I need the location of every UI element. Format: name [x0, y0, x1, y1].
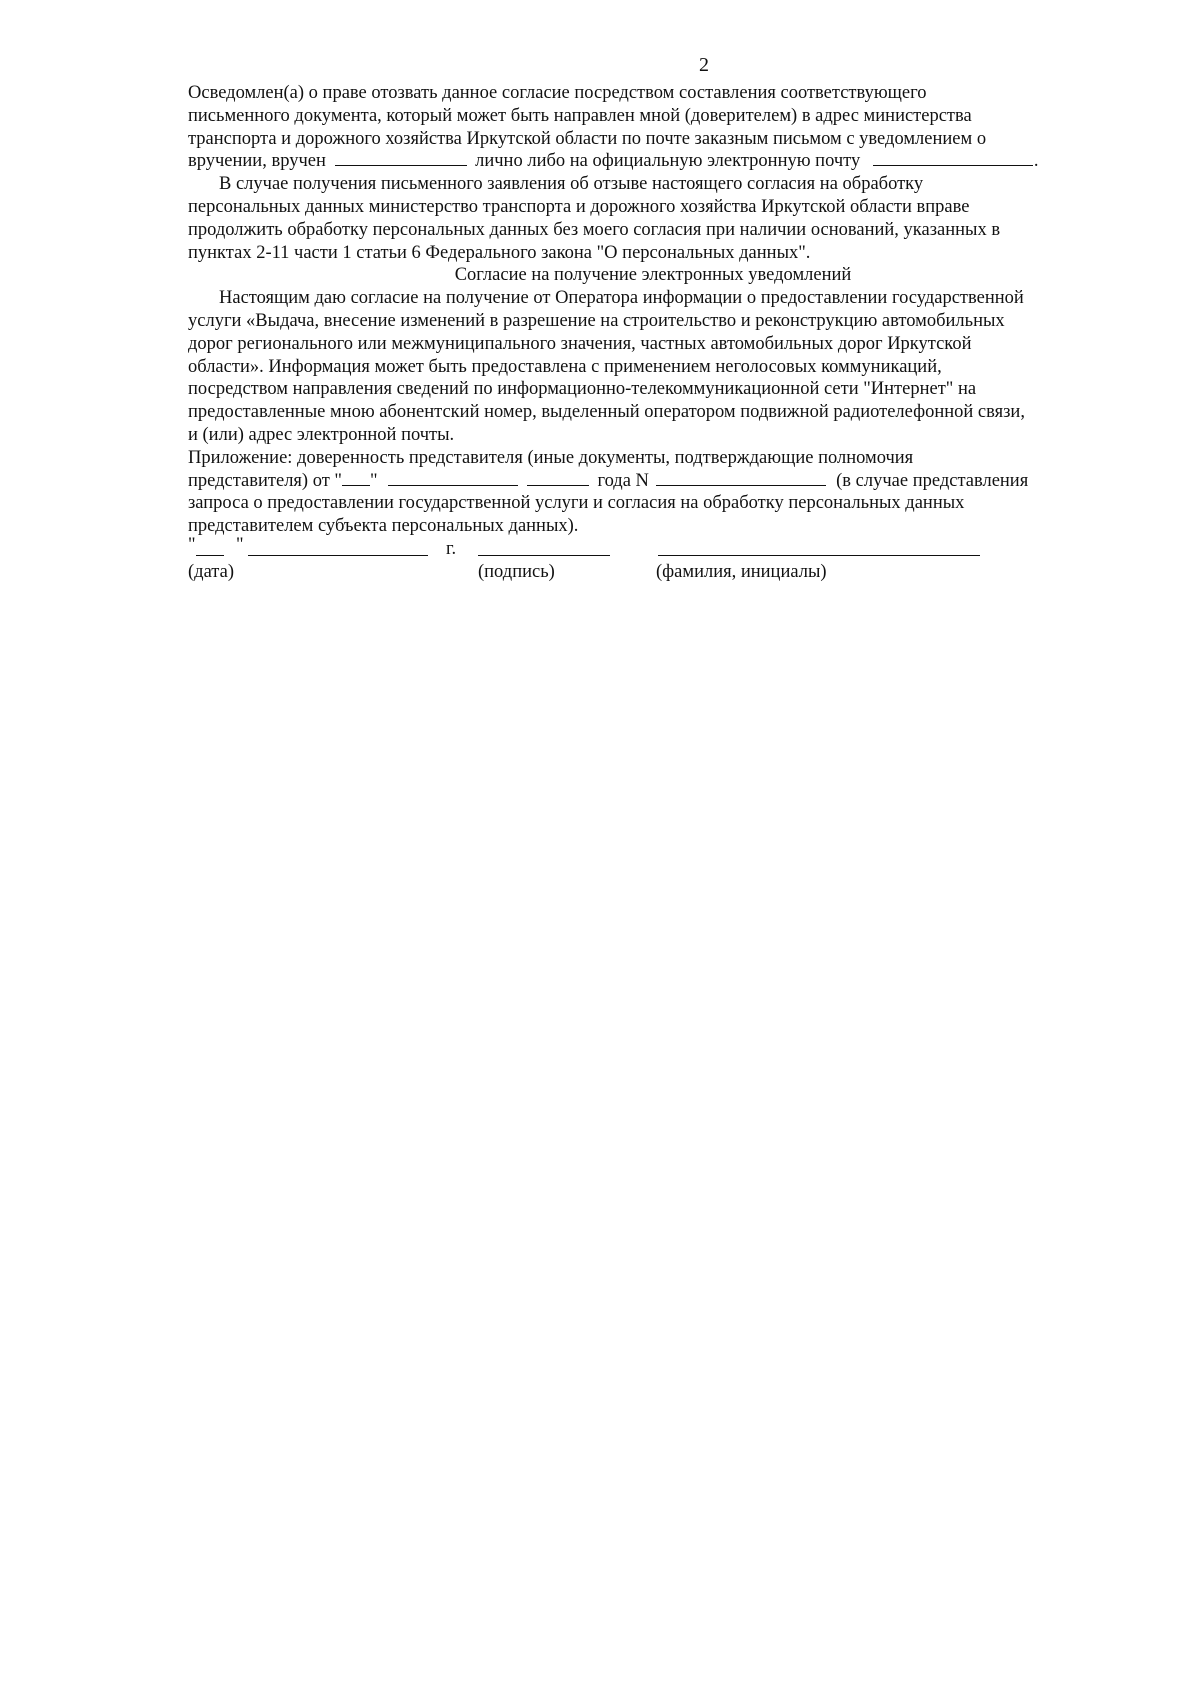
revocation-paragraph — [188, 82, 1118, 173]
signature-row — [188, 534, 1118, 561]
blank-field-full-name[interactable] — [658, 540, 980, 556]
text-line: письменного документа, который может быть направлен мной (доверителем) в адрес министерства — [188, 105, 972, 126]
text-line: и (или) адрес электронной почты. — [188, 424, 455, 445]
text-line — [188, 470, 1118, 493]
text-fragment: года N — [597, 470, 649, 491]
blank-field-day[interactable] — [342, 470, 370, 486]
blank-field-delivered-by[interactable] — [335, 150, 467, 166]
signature-labels — [188, 561, 1118, 585]
quote-open: " — [188, 534, 196, 555]
text-fragment: (в случае представления — [836, 470, 1029, 491]
text-line: пунктах 2-11 части 1 статьи 6 Федерального закона "О персональных данных". — [188, 242, 811, 263]
text-line: представителем субъекта персональных данных). — [188, 516, 579, 537]
text-line: запроса о предоставлении государственной услуги и согласия на обработку персональных данных — [188, 493, 965, 514]
blank-field-month[interactable] — [388, 470, 518, 486]
label-signature: (подпись) — [478, 561, 555, 582]
text-fragment: представителя) от " — [188, 470, 342, 491]
text-line — [188, 150, 1118, 173]
document-body — [188, 82, 1118, 585]
blank-field-email[interactable] — [873, 150, 1033, 166]
text-line: В случае получения письменного заявления об отзыве настоящего согласия на обработку — [219, 174, 924, 195]
text-fragment: " — [370, 470, 378, 491]
section-heading: Согласие на получение электронных уведомлений — [454, 265, 852, 286]
withdrawal-paragraph — [188, 173, 1118, 264]
quote-close: " — [236, 534, 244, 555]
blank-field-sign-month-year[interactable] — [248, 540, 428, 556]
label-date: (дата) — [188, 561, 234, 582]
page-number: 2 — [699, 54, 709, 76]
text-fragment: лично либо на официальную электронную почту — [475, 151, 861, 172]
text-line: продолжить обработку персональных данных без моего согласия при наличии оснований, указанных в — [188, 219, 1001, 240]
blank-field-year[interactable] — [527, 470, 589, 486]
text-fragment: вручении, вручен — [188, 151, 326, 172]
text-line: дорог регионального или межмуниципального значения, частных автомобильных дорог Иркутской — [188, 333, 972, 354]
notifications-paragraph — [188, 287, 1118, 447]
attachment-paragraph — [188, 447, 1118, 538]
blank-field-signature[interactable] — [478, 540, 610, 556]
year-suffix: г. — [446, 538, 457, 559]
text-fragment: . — [1033, 151, 1039, 172]
text-line: предоставленные мною абонентский номер, выделенный оператором подвижной радиотелефонной связи, — [188, 402, 1025, 423]
text-line: Приложение: доверенность представителя (иные документы, подтверждающие полномочия — [188, 447, 914, 468]
text-line: Настоящим даю согласие на получение от Оператора информации о предоставлении государственной — [219, 288, 1024, 309]
text-line: транспорта и дорожного хозяйства Иркутской области по почте заказным письмом с уведомлением о — [188, 128, 987, 149]
text-line: услуги «Выдача, внесение изменений в разрешение на строительство и реконструкцию автомобильных — [188, 310, 1005, 331]
text-line: посредством направления сведений по информационно-телекоммуникационной сети "Интернет" на — [188, 379, 977, 400]
text-line: Осведомлен(а) о праве отозвать данное согласие посредством составления соответствующего — [188, 83, 927, 103]
text-line: области». Информация может быть предоставлена с применением неголосовых коммуникаций, — [188, 356, 942, 377]
label-full-name: (фамилия, инициалы) — [656, 561, 827, 582]
text-line: персональных данных министерство транспорта и дорожного хозяйства Иркутской области вправе — [188, 196, 970, 217]
blank-field-number[interactable] — [656, 470, 826, 486]
blank-field-sign-day[interactable] — [196, 540, 224, 556]
